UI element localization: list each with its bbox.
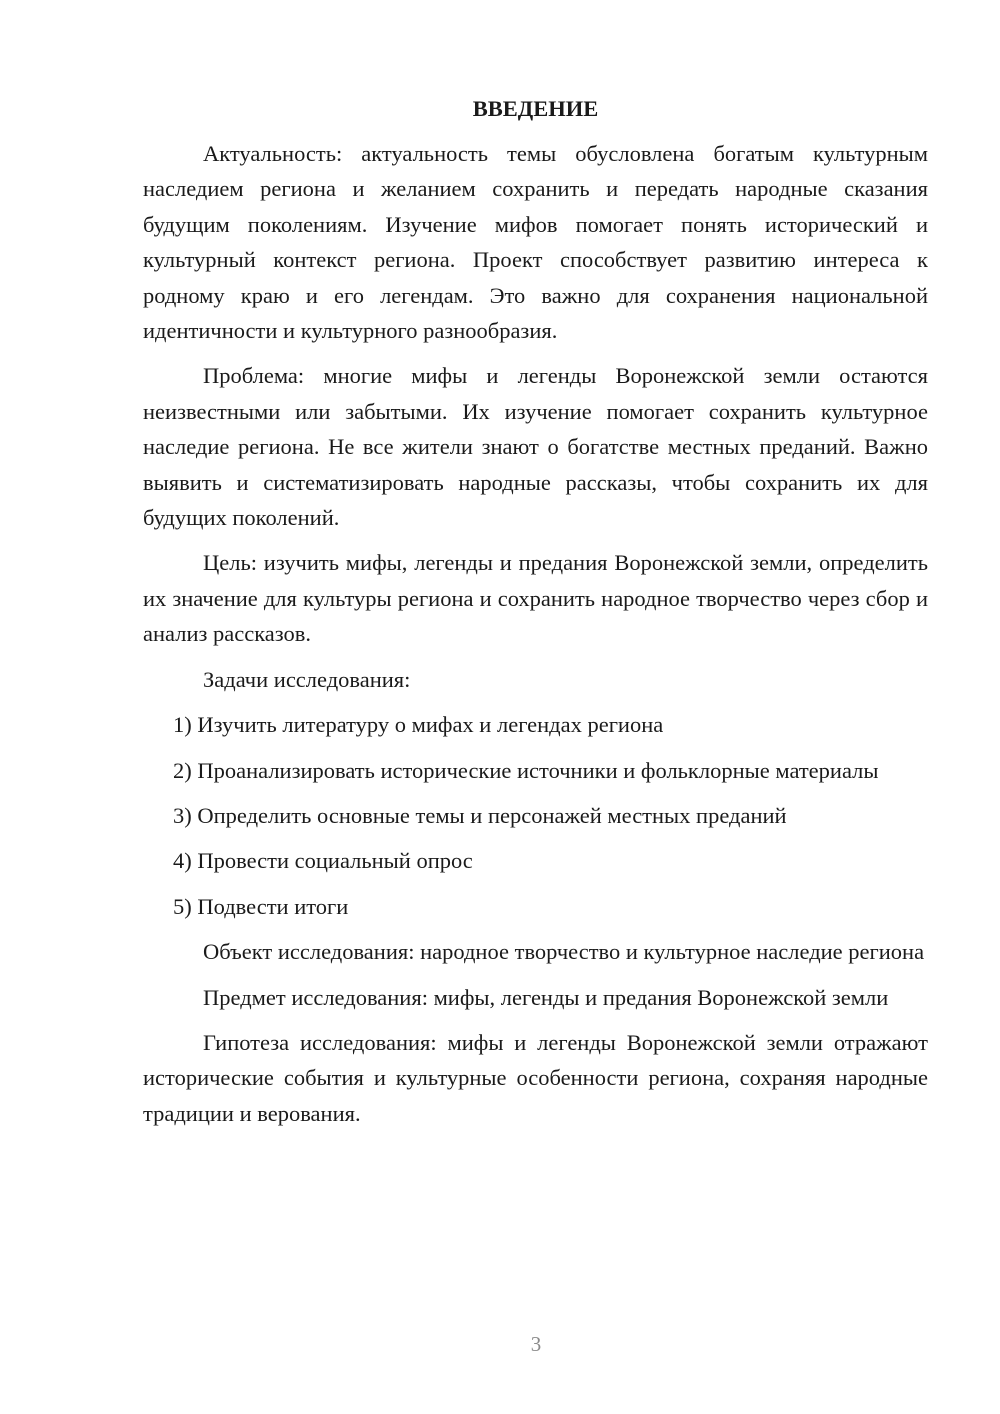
page-number: 3 — [530, 1332, 542, 1356]
section-title: ВВЕДЕНИЕ — [472, 96, 599, 121]
hypothesis-paragraph: Гипотеза исследования: мифы и легенды Воронежской земли отражают исторические события и культурные особенности региона, сохраняя народные традиции и верования. — [143, 1029, 928, 1126]
list-item: 4) Провести социальный опрос — [173, 848, 473, 874]
tasks-heading: Задачи исследования: — [203, 666, 411, 692]
list-item: 3) Определить основные темы и персонажей местных преданий — [173, 802, 787, 828]
list-item: 1) Изучить литературу о мифах и легендах региона — [173, 712, 664, 738]
document-page — [143, 92, 928, 1141]
list-item: 2) Проанализировать исторические источники и фольклорные материалы — [173, 757, 879, 783]
relevance-paragraph: Актуальность: актуальность темы обусловлена богатым культурным наследием региона и желанием сохранить и передать народные сказания будущим поколениям. Изучение мифов помогает понять исторический и культурный контекст региона. Проект способствует развитию интереса к родному краю и его легендам. Это важно для сохранения национальной идентичности и культурного разнообразия. — [143, 141, 928, 344]
list-item: 5) Подвести итоги — [173, 893, 349, 919]
subject-paragraph: Предмет исследования: мифы, легенды и предания Воронежской земли — [203, 984, 889, 1010]
problem-paragraph: Проблема: многие мифы и легенды Воронежской земли остаются неизвестными или забытыми. Их изучение помогает сохранить культурное наследие региона. Не все жители знают о богатстве местных преданий. Важно выявить и систематизировать народные рассказы, чтобы сохранить их для будущих поколений. — [143, 363, 928, 531]
tasks-list — [143, 707, 928, 924]
object-paragraph: Объект исследования: народное творчество и культурное наследие региона — [203, 939, 925, 965]
goal-paragraph: Цель: изучить мифы, легенды и предания Воронежской земли, определить их значение для культуры региона и сохранить народное творчество через сбор и анализ рассказов. — [143, 550, 928, 647]
